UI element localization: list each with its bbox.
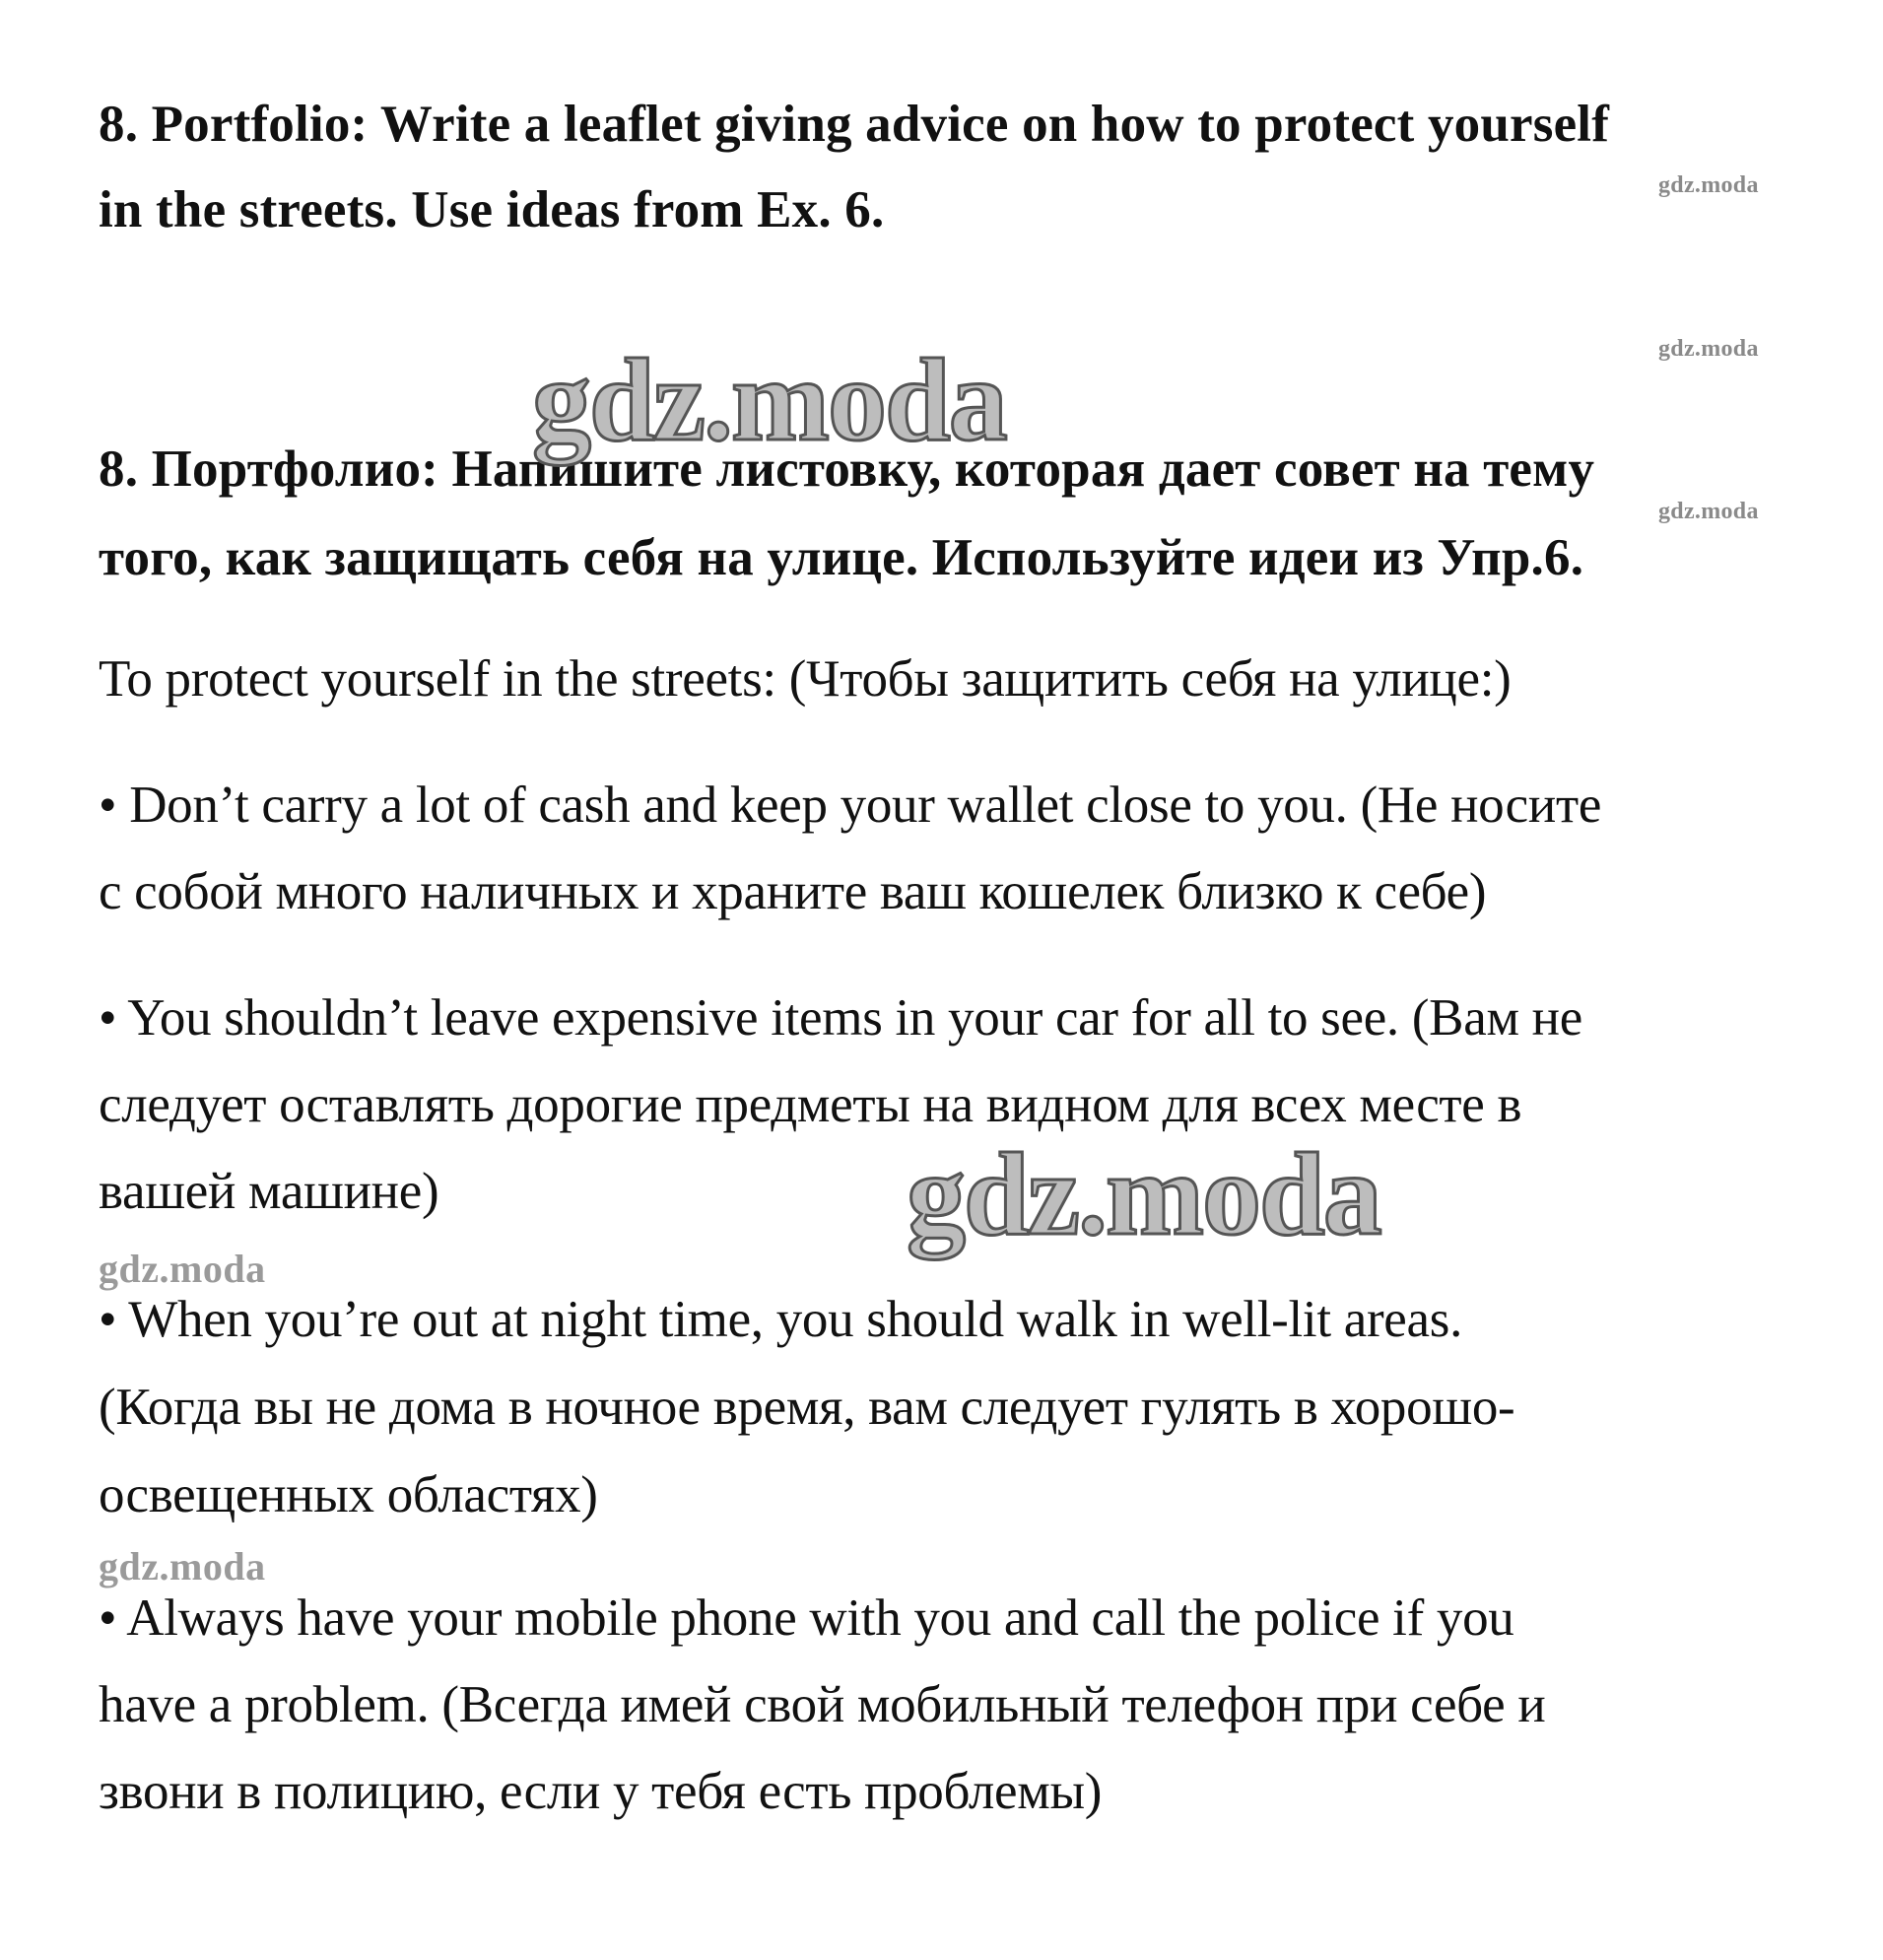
tip-3-line-2: (Когда вы не дома в ночное время, вам следует гулять в хорошо-	[99, 1379, 1515, 1436]
tip-4-line-1: • Always have your mobile phone with you and call the police if you	[99, 1589, 1514, 1647]
exercise-title-en-line2: in the streets. Use ideas from Ex. 6.	[99, 181, 885, 238]
answer-intro: To protect yourself in the streets: (Чтобы защитить себя на улице:)	[99, 650, 1512, 708]
watermark-small: gdz.moda	[1658, 172, 1759, 198]
tip-2-line-3: вашей машине)	[99, 1163, 439, 1220]
tip-1-line-1: • Don’t carry a lot of cash and keep your wallet close to you. (Не носите	[99, 777, 1602, 834]
watermark-medium: gdz.moda	[99, 1544, 266, 1588]
tip-2-line-1: • You shouldn’t leave expensive items in your car for all to see. (Вам не	[99, 989, 1582, 1047]
tip-4-line-2: have a problem. (Всегда имей свой мобильный телефон при себе и	[99, 1676, 1546, 1733]
watermark-large: gdz.moda	[532, 334, 1006, 465]
tip-1-line-2: с собой много наличных и храните ваш кошелек близко к себе)	[99, 863, 1487, 920]
tip-3-line-3: освещенных областях)	[99, 1466, 598, 1523]
watermark-large: gdz.moda	[907, 1128, 1380, 1259]
exercise-title-ru-line1: 8. Портфолио: Напишите листовку, которая дает совет на тему	[99, 440, 1595, 498]
watermark-small: gdz.moda	[1658, 499, 1759, 524]
tip-3-line-1: • When you’re out at night time, you should walk in well-lit areas.	[99, 1291, 1463, 1348]
tip-2-line-2: следует оставлять дорогие предметы на видном для всех месте в	[99, 1076, 1522, 1133]
exercise-title-ru-line2: того, как защищать себя на улице. Используйте идеи из Упр.6.	[99, 529, 1584, 586]
tip-4-line-3: звони в полицию, если у тебя есть проблемы)	[99, 1763, 1103, 1820]
exercise-title-en-line1: 8. Portfolio: Write a leaflet giving advice on how to protect yourself	[99, 96, 1610, 153]
watermark-small: gdz.moda	[1658, 336, 1759, 362]
watermark-medium: gdz.moda	[99, 1247, 266, 1291]
